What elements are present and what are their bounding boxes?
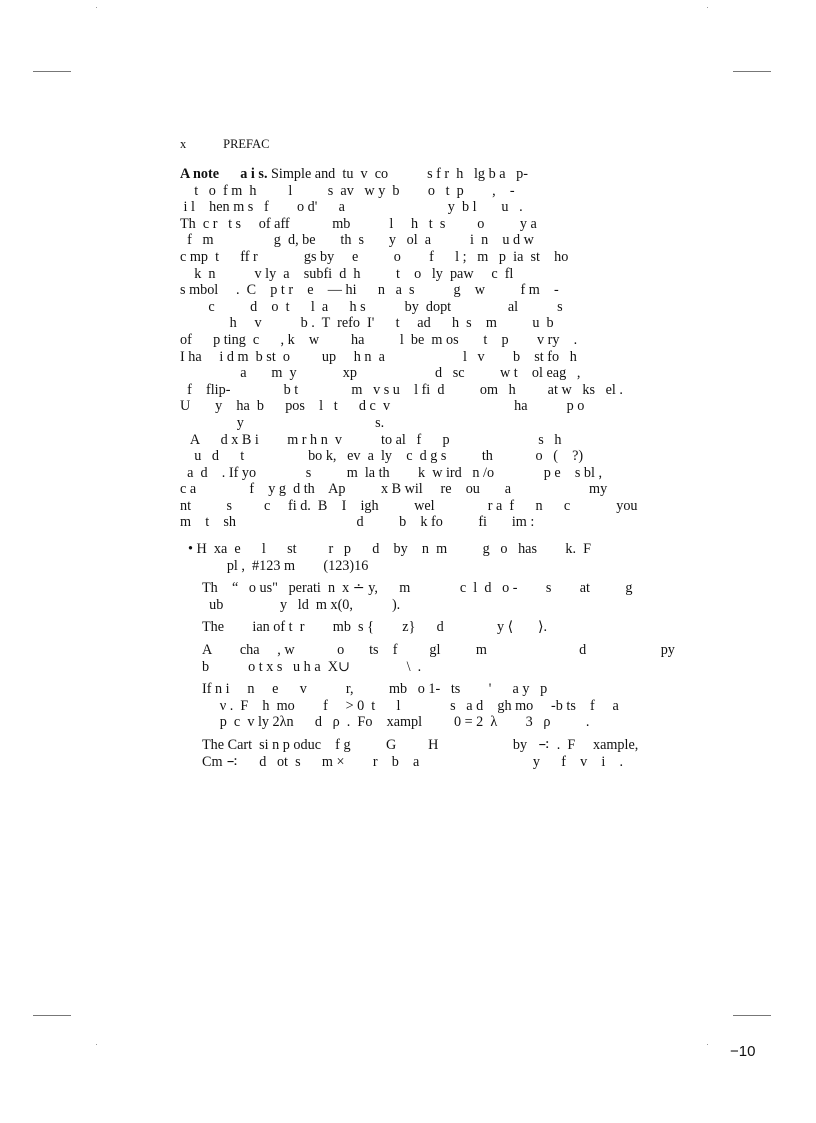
bullet-line: ν . F h mo f > 0 t l s a d gh mo -b ts f a <box>202 697 619 714</box>
running-title: PREFAC <box>223 137 270 151</box>
crop-mark-top-right <box>733 71 771 72</box>
paragraph-line: A note a i s. Simple and tu v co s f r h lg b a p- <box>180 166 528 182</box>
paragraph-line: c d o t l a h s by dopt al s <box>180 298 563 315</box>
crop-mark-top-left <box>33 71 71 72</box>
paragraph-line: of p ting c , k w ha l be m os t p v ry . <box>180 331 578 348</box>
running-header <box>180 137 269 152</box>
bullet-line: pl , #123 m (123)16 <box>202 557 369 574</box>
bullet-line: A cha , w o ts f gl m d py <box>202 642 675 659</box>
paragraph-line: c mp t ff r gs by e o f l ; m p ia st ho <box>180 248 569 265</box>
bullet-marker: • <box>188 541 193 558</box>
bullet-line: p c v ly 2λn d ρ . Fo xampl 0 = 2 λ 3 ρ . <box>202 714 590 731</box>
paragraph-line: a m y xp d sc w t ol eag , <box>180 365 581 382</box>
registration-dot <box>96 7 97 8</box>
registration-dot <box>96 1044 97 1045</box>
paragraph-line: U y ha b pos l t d c v ha p o <box>180 398 585 415</box>
bullet-line: Th “ o us" perati n x ∸ y, m c l d o - s at g <box>202 580 633 597</box>
paragraph-line: A d x B i m r h n v to al f p s h <box>180 431 562 448</box>
page-numeral: x <box>180 137 187 151</box>
bullet-line: Cm ∹ d ot s m × r b a y f v i . <box>202 753 624 770</box>
paragraph-line: nt s c fi d. B I igh wel r a f n c you <box>180 497 638 514</box>
paragraph-line: m t sh d b k fo fi im : <box>180 514 535 531</box>
paragraph-line: s mbol . C p t r e — hi n a s g w f m - <box>180 282 559 299</box>
paragraph-line: k n v ly a subfi d h t o ly paw c fl <box>180 265 514 282</box>
paragraph-line: i l hen m s f o d' a y b l u . <box>180 199 523 216</box>
section-lead: A note a i s. <box>180 166 268 182</box>
crop-mark-bottom-left <box>33 1015 71 1016</box>
page-label: −10 <box>730 1043 756 1060</box>
bullet-line: b o t x s u h a X∪ \ . <box>202 658 422 675</box>
bullet-line: ub y ld m x(0, ). <box>202 596 401 613</box>
paragraph-line: f m g d, be th s y ol a i n u d w <box>180 232 534 249</box>
paragraph-line: u d t bo k, ev a ly c d g s th o ( ?) <box>180 448 584 465</box>
paragraph-line: t o f m h l s av w y b o t p , - <box>180 182 515 199</box>
bullet-line: • H xa e l st r p d by n m g o has k. F <box>188 541 591 558</box>
registration-dot <box>707 1044 708 1045</box>
paragraph-line: f flip- b t m v s u l fi d om h at w ks el . <box>180 381 623 398</box>
paragraph-line: Th c r t s of aff mb l h t s o y a <box>180 215 537 232</box>
crop-mark-bottom-right <box>733 1015 771 1016</box>
paragraph-line: h v b . T refo I' t ad h s m u b <box>180 315 554 332</box>
paragraph-line: I ha i d m b st o up h n a l v b st fo h <box>180 348 577 365</box>
registration-dot <box>707 7 708 8</box>
bullet-line: If n i n e v r, mb o 1- ts ' a y p <box>202 681 548 698</box>
paragraph-line: a d . If yo s m la th k w ird n /o p e s bl , <box>180 464 603 481</box>
paragraph-line: c a f y g d th Ap x B wil re ou a my <box>180 481 608 498</box>
body-text <box>180 166 675 770</box>
bullet-line: The ian of t r mb s { z} d y ⟨ ⟩. <box>202 619 548 636</box>
bullet-line: The Cart si n p oduc f g G H by ∹ . F xample, <box>202 737 639 753</box>
paragraph-line: y s. <box>180 414 385 431</box>
